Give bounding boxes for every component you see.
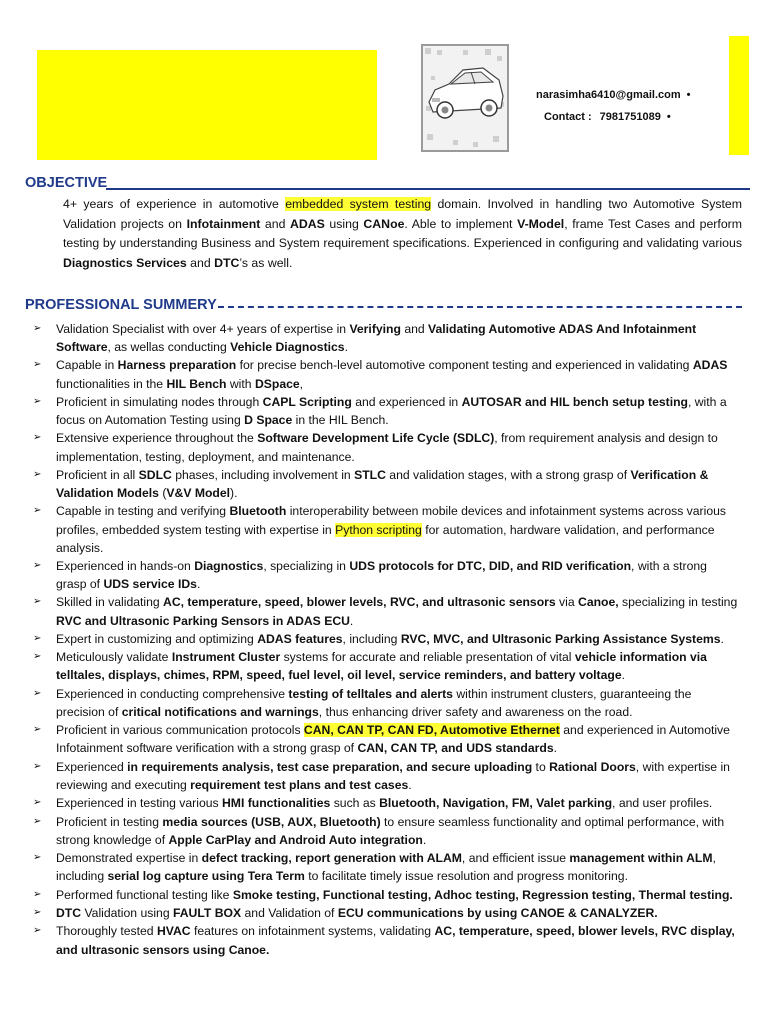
summary-item	[0, 356, 738, 392]
arrow-bullet-icon: ➢	[33, 505, 42, 517]
body-text: and validation stages, with a strong grasp of	[385, 467, 631, 482]
body-text: Capable in testing and verifying	[56, 504, 230, 519]
bold-text: Smoke testing, Functional testing, Adhoc testing, Regression testing, Thermal testing.	[232, 887, 733, 902]
contact-email	[536, 89, 691, 101]
body-text: , and efficient issue	[461, 851, 570, 866]
body-text: .	[408, 777, 412, 792]
summary-item	[0, 557, 738, 593]
profile-car-image	[421, 44, 509, 152]
bold-text: ADAS	[692, 358, 728, 373]
body-text: Demonstrated expertise in	[56, 851, 202, 866]
email-text: narasimha6410@gmail.com	[536, 89, 681, 101]
arrow-bullet-icon: ➢	[33, 632, 42, 644]
summary-item	[0, 502, 738, 556]
arrow-bullet-icon: ➢	[33, 468, 42, 480]
body-text: . Able to implement	[404, 216, 518, 231]
body-text: Experienced in conducting comprehensive	[56, 686, 289, 701]
bold-text: management within ALM	[569, 851, 713, 866]
bold-text: DTC	[56, 906, 82, 921]
bold-text: testing of telltales and alerts	[288, 686, 453, 701]
summary-heading: PROFESSIONAL SUMMERY	[25, 297, 217, 313]
body-text: using	[324, 216, 364, 231]
body-text: Proficient in various communication protocols	[56, 723, 304, 738]
bold-text: DTC	[214, 255, 240, 270]
body-text: Experienced	[56, 759, 128, 774]
bold-text: Vehicle Diagnostics	[230, 340, 345, 355]
contact-phone	[544, 111, 671, 123]
bold-text: ADAS	[290, 216, 325, 231]
body-text: .	[720, 631, 724, 646]
summary-item	[0, 685, 738, 721]
bold-text: Harness preparation	[117, 358, 237, 373]
arrow-bullet-icon: ➢	[33, 797, 42, 809]
summary-item	[0, 393, 738, 429]
body-text: for automation, hardware validation, and performance analysis.	[56, 522, 715, 555]
bold-text: serial log capture using Tera Term	[107, 869, 305, 884]
summary-item	[0, 886, 738, 904]
arrow-bullet-icon: ➢	[33, 651, 42, 663]
bold-text: Rational Doors	[549, 759, 636, 774]
bold-text: SDLC	[138, 467, 172, 482]
arrow-bullet-icon: ➢	[33, 907, 42, 919]
summary-item	[0, 320, 738, 356]
bold-text: RVC and Ultrasonic Parking Sensors in ADAS ECU	[56, 613, 350, 628]
summary-list	[0, 320, 768, 959]
bold-text: Bluetooth	[229, 504, 287, 519]
bold-text: AC, temperature, speed, blower levels, RVC, and ultrasonic sensors	[163, 595, 556, 610]
bold-text: Software Development Life Cycle (SDLC)	[257, 431, 495, 446]
body-text: and experienced in	[351, 394, 462, 409]
highlighted-text: Python scripting	[335, 522, 422, 537]
body-text: , specializing in	[263, 559, 350, 573]
body-text: Proficient in simulating nodes through	[56, 394, 263, 409]
bold-text: ADAS features	[257, 631, 343, 646]
arrow-bullet-icon: ➢	[33, 724, 42, 736]
bold-text: STLC	[354, 467, 386, 482]
body-text: domain. Involved in handling two Automotive System Validation projects on	[63, 197, 743, 231]
body-text: and	[260, 216, 291, 231]
bold-text: RVC, MVC, and Ultrasonic Parking Assistance Systems	[400, 631, 721, 646]
body-text: , with a strong grasp of	[56, 559, 707, 592]
body-text: to ensure seamless functionality and optimal performance, with strong knowledge of	[56, 814, 725, 847]
bold-text: requirement test plans and test cases	[190, 777, 409, 792]
body-text: , frame Test Cases and perform testing by understanding Business and System requirement specifications. Experienced in configuring and validating various	[63, 216, 742, 251]
phone-bullet: •	[666, 111, 671, 123]
bold-text: media sources (USB, AUX, Bluetooth)	[162, 814, 381, 829]
body-text: .	[344, 340, 348, 355]
body-text: (	[158, 486, 167, 501]
bold-text: Infotainment	[186, 216, 261, 231]
body-text: , as wellas conducting	[107, 340, 231, 355]
body-text: via	[555, 595, 579, 610]
bold-text: vehicle information via telltales, displays, chimes, RPM, speed, fuel level, oil level, service reminders, and battery voltage	[56, 650, 707, 683]
bold-text: Canoe,	[578, 595, 619, 610]
body-text: and	[186, 255, 215, 270]
summary-item	[0, 466, 738, 502]
body-text: Proficient in testing	[56, 814, 163, 829]
body-text: ’s as well.	[239, 255, 293, 270]
body-text: Performed functional testing like	[56, 887, 233, 902]
arrow-bullet-icon: ➢	[33, 359, 42, 371]
body-text: .	[553, 741, 558, 756]
bold-text: Verifying	[349, 322, 401, 336]
body-text: functionalities in the	[56, 376, 167, 391]
highlighted-text: CAN, CAN TP, CAN FD, Automotive Ethernet	[303, 723, 560, 738]
body-text: interoperability between mobile devices and infotainment systems across various profiles, embedded system testing with expertise in	[56, 504, 726, 537]
body-text: Experienced in hands-on	[56, 559, 195, 573]
arrow-bullet-icon: ➢	[33, 560, 42, 571]
body-text: to facilitate timely issue resolution and progress monitoring.	[304, 869, 628, 884]
arrow-bullet-icon: ➢	[33, 432, 42, 444]
bold-text: Diagnostics Services	[63, 255, 187, 270]
body-text: Proficient in all	[56, 467, 139, 482]
summary-item	[0, 721, 738, 757]
body-text: for precise bench-level automotive component testing and experienced in validating	[236, 358, 693, 373]
body-text: Extensive experience throughout the	[56, 431, 258, 446]
body-text: systems for accurate and reliable presentation of vital	[280, 650, 575, 665]
arrow-bullet-icon: ➢	[33, 395, 42, 407]
body-text: Thoroughly tested	[56, 924, 157, 939]
body-text: and experienced in Automotive Infotainment software verification with a strong grasp of	[56, 723, 730, 756]
body-text: phases, including involvement in	[171, 467, 355, 482]
body-text: , including	[56, 851, 716, 884]
body-text: such as	[330, 796, 380, 811]
body-text: Skilled in validating	[56, 595, 164, 610]
body-text: features on infotainment systems, validating	[190, 924, 435, 939]
bold-text: DSpace	[254, 376, 300, 391]
bold-text: Verification & Validation Models	[56, 467, 709, 501]
arrow-bullet-icon: ➢	[33, 925, 42, 937]
bold-text: Validating Automotive ADAS And Infotainment Software	[56, 322, 697, 355]
arrow-bullet-icon: ➢	[33, 760, 42, 772]
phone-text: 7981751089	[599, 111, 661, 123]
bold-text: CAPL Scripting	[262, 394, 352, 409]
body-text: Meticulously validate	[56, 650, 172, 665]
body-text: .	[196, 577, 201, 592]
redacted-name-block	[37, 50, 377, 160]
body-text: 4+ years of experience in automotive	[63, 197, 286, 211]
bold-text: defect tracking, report generation with ALAM	[201, 851, 462, 866]
bold-text: V-Model	[517, 216, 565, 231]
body-text: Validation using	[81, 906, 173, 921]
body-text: with	[226, 376, 255, 391]
body-text: , with a focus on Automation Testing using	[56, 394, 727, 428]
body-text: , and user profiles.	[612, 796, 713, 811]
bold-text: ECU communications by using CANOE & CANALYZER.	[337, 906, 658, 921]
summary-item	[0, 794, 738, 812]
summary-item	[0, 813, 738, 849]
summary-item	[0, 904, 738, 922]
objective-divider	[106, 188, 750, 190]
body-text: , with expertise in reviewing and executing	[56, 759, 730, 792]
bold-text: CAN, CAN TP, and UDS standards	[357, 741, 554, 756]
bold-text: UDS service IDs	[103, 577, 197, 592]
body-text: , from requirement analysis and design to implementation, testing, deployment, and maintenance.	[56, 431, 718, 464]
body-text: to	[532, 759, 550, 774]
bold-text: UDS protocols for DTC, DID, and RID verification	[349, 559, 632, 573]
bold-text: in requirements analysis, test case preparation, and secure uploading	[127, 759, 533, 774]
arrow-bullet-icon: ➢	[33, 323, 42, 334]
car-icon	[423, 46, 507, 150]
body-text: , including	[342, 631, 401, 646]
body-text: .	[349, 613, 354, 628]
arrow-bullet-icon: ➢	[33, 596, 42, 608]
bold-text: HIL Bench	[166, 376, 227, 391]
body-text: in the HIL Bench.	[292, 413, 389, 428]
summary-item	[0, 630, 738, 648]
bold-text: AC, temperature, speed, blower levels, RVC display, and ultrasonic sensors using Canoe.	[56, 924, 735, 957]
summary-item	[0, 593, 738, 629]
arrow-bullet-icon: ➢	[33, 852, 42, 864]
arrow-bullet-icon: ➢	[33, 687, 42, 699]
bold-text: Apple CarPlay and Android Auto integration	[168, 832, 423, 847]
summary-item	[0, 849, 738, 885]
body-text: ).	[230, 486, 238, 501]
body-text: specializing in testing	[618, 595, 738, 610]
bold-text: Bluetooth, Navigation, FM, Valet parking	[379, 796, 613, 811]
bold-text: V&V Model	[166, 486, 231, 501]
summary-item	[0, 758, 738, 794]
summary-item	[0, 922, 738, 958]
body-text: , thus enhancing driver safety and awareness on the road.	[318, 704, 633, 719]
bold-text: D Space	[244, 413, 293, 428]
bold-text: Diagnostics	[194, 559, 264, 573]
bold-text: AUTOSAR and HIL bench setup testing	[461, 394, 688, 409]
objective-paragraph	[63, 195, 742, 273]
body-text: within instrument clusters, guaranteeing the precision of	[56, 686, 692, 719]
arrow-bullet-icon: ➢	[33, 888, 42, 900]
body-text: Experienced in testing various	[56, 796, 222, 811]
body-text: and Validation of	[241, 906, 338, 921]
arrow-bullet-icon: ➢	[33, 815, 42, 827]
body-text: .	[422, 832, 427, 847]
body-text: .	[621, 668, 625, 683]
highlighted-text: embedded system testing	[285, 197, 432, 211]
bold-text: Instrument Cluster	[171, 650, 281, 665]
objective-heading: OBJECTIVE	[25, 175, 108, 191]
bold-text: HVAC	[156, 924, 191, 939]
body-text: and	[400, 322, 429, 336]
summary-item	[0, 429, 738, 465]
body-text: Expert in customizing and optimizing	[56, 631, 258, 646]
bold-text: CANoe	[363, 216, 405, 231]
body-text: ,	[299, 376, 304, 391]
bold-text: FAULT BOX	[172, 906, 242, 921]
body-text: Validation Specialist with over 4+ years of expertise in	[56, 322, 350, 336]
body-text: Capable in	[56, 358, 118, 373]
email-bullet: •	[686, 89, 691, 101]
bold-text: critical notifications and warnings	[121, 704, 319, 719]
summary-item	[0, 648, 738, 684]
contact-label: Contact :	[544, 111, 592, 123]
bold-text: HMI functionalities	[221, 796, 331, 811]
summary-divider	[218, 306, 742, 308]
yellow-accent-strip	[729, 36, 749, 155]
